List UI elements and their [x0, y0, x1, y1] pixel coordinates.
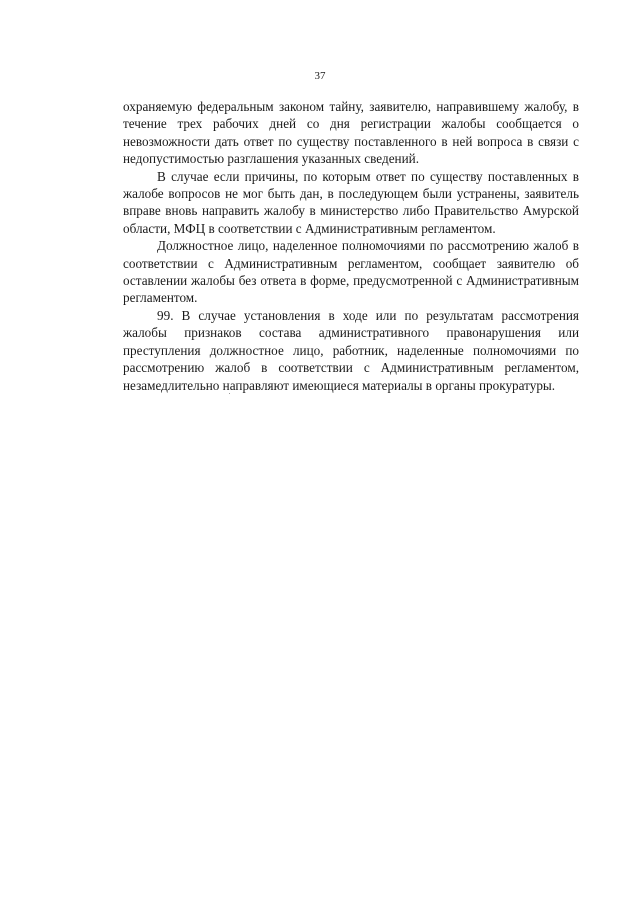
- paragraph-no-answer-notice: Должностное лицо, наделенное полномочиями по рассмотрению жалоб в соответствии с Административным регламентом, сообщает заявителю об оставлении жалобы без ответа в форме, предусмотренной с Административным регламентом.: [123, 238, 579, 306]
- document-body: [123, 98, 579, 394]
- paragraph-confidential-info: охраняемую федеральным законом тайну, заявителю, направившему жалобу, в течение трех рабочих дней со дня регистрации жалобы сообщается о невозможности дать ответ по существу поставленного в ней вопроса в связи с недопустимостью разглашения указанных сведений.: [123, 99, 579, 167]
- page-number: 37: [314, 70, 326, 82]
- scan-speck: [229, 393, 230, 394]
- paragraph-resubmission: В случае если причины, по которым ответ по существу поставленных в жалобе вопросов не мог быть дан, в последующем были устранены, заявитель вправе вновь направить жалобу в министерство либо Правительство Амурской области, МФЦ в соответствии с Административным регламентом.: [123, 168, 579, 236]
- paragraph-item-99-prosecution: 99. В случае установления в ходе или по результатам рассмотрения жалобы признаков состава административного правонарушения или преступления должностное лицо, работник, наделенные полномочиями по рассмотрению жалоб в соответствии с Административным регламентом, незамедлительно направляют имеющиеся материалы в органы прокуратуры.: [123, 307, 579, 393]
